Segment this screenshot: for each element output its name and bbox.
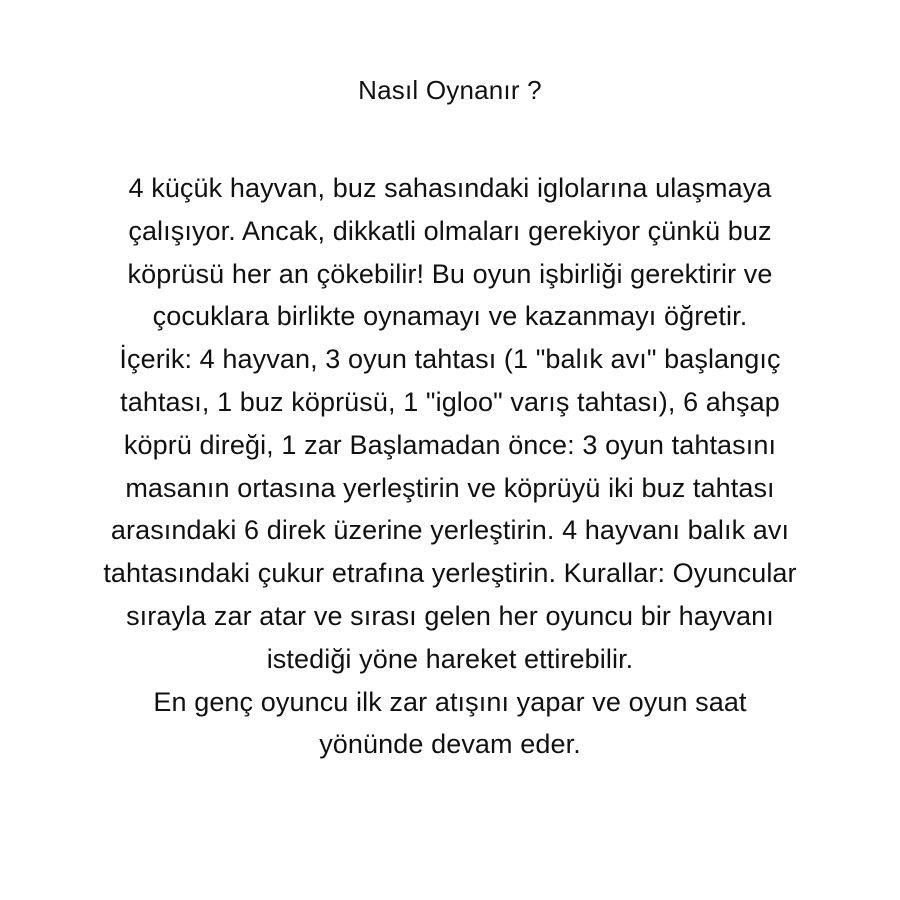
instructions-line: köprü direği, 1 zar Başlamadan önce: 3 oyun tahtasını xyxy=(123,429,777,460)
instructions-line: istediği yöne hareket ettirebilir. xyxy=(266,643,634,674)
instructions-line: arasındaki 6 direk üzerine yerleştirin. 4 hayvanı balık avı xyxy=(110,515,790,546)
instructions-body xyxy=(30,167,870,766)
instructions-line: köprüsü her an çökebilir! Bu oyun işbirliği gerektirir ve xyxy=(127,258,773,289)
instructions-line: yönünde devam eder. xyxy=(319,729,581,760)
instructions-line: 4 küçük hayvan, buz sahasındaki iglolarına ulaşmaya xyxy=(128,173,772,203)
instructions-line: çocuklara birlikte oynamayı ve kazanmayı öğretir. xyxy=(152,301,748,332)
instructions-line: tahtası, 1 buz köprüsü, 1 "igloo" varış tahtası), 6 ahşap xyxy=(120,386,780,417)
instructions-line: çalışıyor. Ancak, dikkatli olmaları gerekiyor çünkü buz xyxy=(128,215,772,246)
instructions-line: masanın ortasına yerleştirin ve köprüyü iki buz tahtası xyxy=(125,472,775,503)
instructions-line: sırayla zar atar ve sırası gelen her oyuncu bir hayvanı xyxy=(126,600,774,631)
page-title: Nasıl Oynanır ? xyxy=(358,75,542,105)
instructions-line: tahtasındaki çukur etrafına yerleştirin. Kurallar: Oyuncular xyxy=(103,558,797,589)
instructions-line: En genç oyuncu ilk zar atışını yapar ve oyun saat xyxy=(153,686,747,717)
instructions-line: İçerik: 4 hayvan, 3 oyun tahtası (1 "balık avı" başlangıç xyxy=(119,344,781,375)
